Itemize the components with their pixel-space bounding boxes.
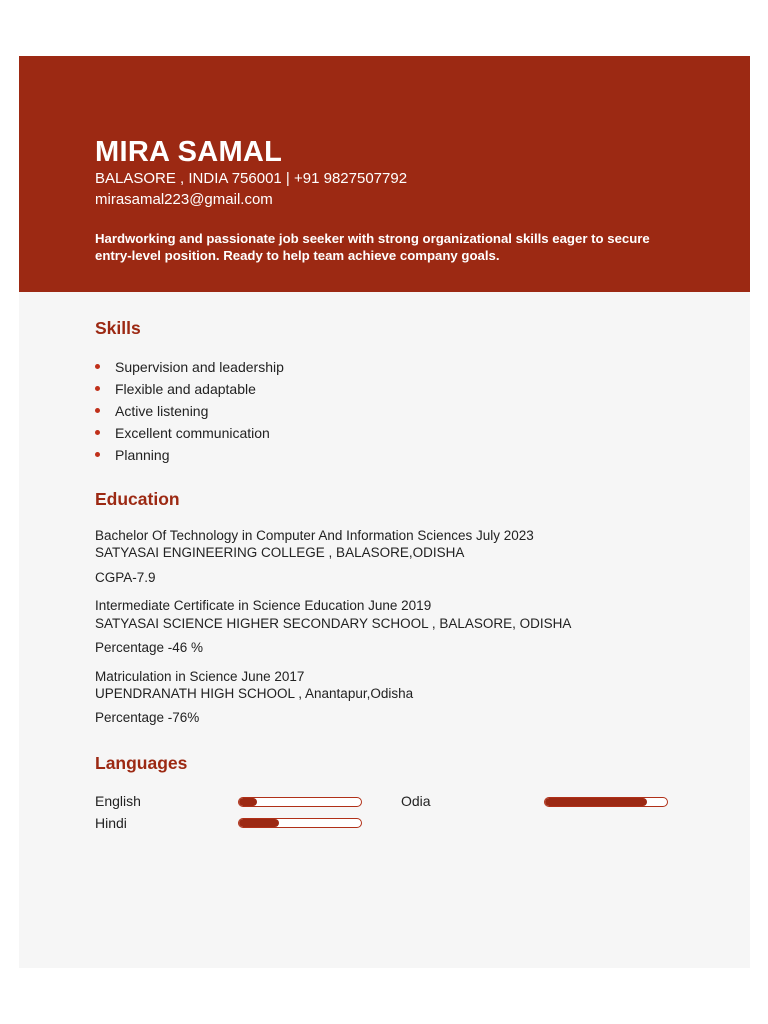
language-name-odia: Odia	[401, 793, 431, 809]
resume-page	[19, 56, 750, 968]
language-level-fill	[545, 798, 647, 806]
education-school: SATYASAI SCIENCE HIGHER SECONDARY SCHOOL , BALASORE, ODISHA	[95, 616, 572, 631]
skill-item	[95, 423, 284, 445]
bullet-icon	[95, 364, 100, 369]
bullet-icon	[95, 452, 100, 457]
profile-summary: Hardworking and passionate job seeker with strong organizational skills eager to secure entry-level position. Ready to help team achieve company goals.	[95, 231, 650, 263]
language-name-english: English	[95, 793, 141, 809]
language-level-bar-odia	[544, 797, 668, 807]
education-degree: Intermediate Certificate in Science Education June 2019	[95, 598, 432, 613]
contact-email: mirasamal223@gmail.com	[95, 191, 273, 208]
contact-address-phone: BALASORE , INDIA 756001 | +91 9827507792	[95, 170, 408, 187]
skill-label: Excellent communication	[115, 425, 270, 441]
bullet-icon	[95, 430, 100, 435]
skill-item	[95, 379, 284, 401]
skill-label: Flexible and adaptable	[115, 381, 256, 397]
language-level-fill	[239, 819, 279, 827]
education-school: UPENDRANATH HIGH SCHOOL , Anantapur,Odisha	[95, 686, 414, 701]
skill-label: Planning	[115, 447, 170, 463]
language-level-fill	[239, 798, 257, 806]
education-school: SATYASAI ENGINEERING COLLEGE , BALASORE,ODISHA	[95, 545, 465, 560]
skills-heading: Skills	[95, 318, 141, 338]
education-score: Percentage -76%	[95, 710, 200, 725]
candidate-name: MIRA SAMAL	[95, 136, 283, 168]
language-level-bar-english	[238, 797, 362, 807]
skills-list	[95, 357, 284, 467]
skill-item	[95, 357, 284, 379]
skill-item	[95, 445, 284, 467]
education-degree: Bachelor Of Technology in Computer And Information Sciences July 2023	[95, 528, 534, 543]
languages-heading: Languages	[95, 753, 188, 773]
skill-label: Active listening	[115, 403, 209, 419]
skill-label: Supervision and leadership	[115, 359, 284, 375]
language-name-hindi: Hindi	[95, 815, 127, 831]
education-degree: Matriculation in Science June 2017	[95, 669, 305, 684]
education-heading: Education	[95, 489, 180, 509]
language-level-bar-hindi	[238, 818, 362, 828]
bullet-icon	[95, 386, 100, 391]
education-score: Percentage -46 %	[95, 640, 204, 655]
skill-item	[95, 401, 284, 423]
resume-header	[19, 56, 750, 292]
education-score: CGPA-7.9	[95, 570, 156, 585]
bullet-icon	[95, 408, 100, 413]
